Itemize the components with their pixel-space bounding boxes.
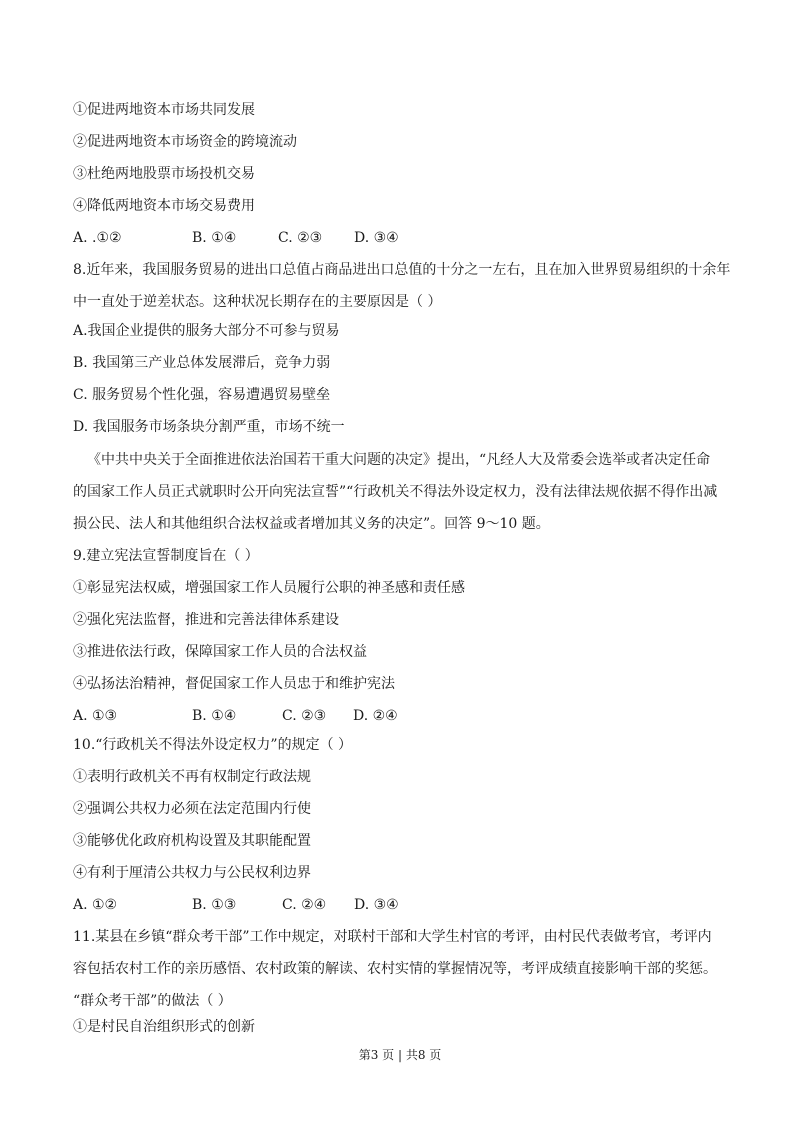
- q7-item-4: ④降低两地资本市场交易费用: [73, 198, 255, 214]
- q9-stem: 9.建立宪法宣誓制度旨在（ ）: [73, 548, 259, 564]
- q8-choice-a: A.我国企业提供的服务大部分不可参与贸易: [73, 323, 340, 339]
- q10-item-1: ①表明行政机关不再有权制定行政法规: [73, 769, 311, 785]
- q9-option-d: D. ②④: [353, 708, 398, 724]
- q7-option-b: B. ①④: [192, 230, 237, 246]
- q8-choice-b: B. 我国第三产业总体发展滞后，竞争力弱: [73, 355, 331, 371]
- q8-choice-c: C. 服务贸易个性化强，容易遭遇贸易壁垒: [73, 387, 331, 403]
- q11-item-1: ①是村民自治组织形式的创新: [73, 1019, 255, 1035]
- q7-item-3: ③杜绝两地股票市场投机交易: [73, 166, 255, 182]
- q7-item-2: ②促进两地资本市场资金的跨境流动: [73, 134, 297, 150]
- q9-option-c: C. ②③: [282, 708, 327, 724]
- q11-stem-line2: 容包括农村工作的亲历感悟、农村政策的解读、农村实情的掌握情况等，考评成绩直接影响干部的奖惩。: [73, 961, 717, 977]
- q10-option-a: A. ①②: [73, 897, 118, 913]
- material-line3: 损公民、法人和其他组织合法权益或者增加其义务的决定”。回答 9～10 题。: [73, 516, 550, 532]
- q8-stem-line1: 8.近年来，我国服务贸易的进出口总值占商品进出口总值的十分之一左右，且在加入世界贸易组织的十余年: [73, 262, 731, 278]
- q11-stem-line3: “群众考干部”的做法（ ）: [73, 993, 232, 1009]
- q11-stem-line1: 11.某县在乡镇“群众考干部”工作中规定，对联村干部和大学生村官的考评，由村民代表做考官，考评内: [73, 929, 712, 945]
- q10-option-c: C. ②④: [282, 897, 327, 913]
- q7-item-1: ①促进两地资本市场共同发展: [73, 102, 255, 118]
- material-line1: 《中共中央关于全面推进依法治国若干重大问题的决定》提出，“凡经人大及常委会选举或者决定任命: [87, 452, 711, 468]
- q9-option-a: A. ①③: [73, 708, 118, 724]
- q10-stem: 10.“行政机关不得法外设定权力”的规定（ ）: [73, 737, 353, 753]
- page-footer: 第3 页 | 共8 页: [358, 1048, 442, 1062]
- q9-item-2: ②强化宪法监督，推进和完善法律体系建设: [73, 612, 339, 628]
- q10-item-2: ②强调公共权力必须在法定范围内行使: [73, 801, 311, 817]
- q8-choice-d: D. 我国服务市场条块分割严重，市场不统一: [73, 419, 345, 435]
- material-line2: 的国家工作人员正式就职时公开向宪法宣誓”“行政机关不得法外设定权力，没有法律法规依据不得作出减: [73, 484, 718, 500]
- q7-option-c: C. ②③: [278, 230, 323, 246]
- q7-option-d: D. ③④: [354, 230, 399, 246]
- q9-item-1: ①彰显宪法权威，增强国家工作人员履行公职的神圣感和责任感: [73, 580, 465, 596]
- q10-option-b: B. ①③: [192, 897, 237, 913]
- q9-option-b: B. ①④: [192, 708, 237, 724]
- q10-item-4: ④有利于厘清公共权力与公民权利边界: [73, 865, 311, 881]
- q10-option-d: D. ③④: [354, 897, 399, 913]
- q9-item-4: ④弘扬法治精神，督促国家工作人员忠于和维护宪法: [73, 676, 395, 692]
- q9-item-3: ③推进依法行政，保障国家工作人员的合法权益: [73, 644, 367, 660]
- q8-stem-line2: 中一直处于逆差状态。这种状况长期存在的主要原因是（ ）: [73, 294, 442, 310]
- q7-option-a: A. .①②: [73, 230, 122, 246]
- q10-item-3: ③能够优化政府机构设置及其职能配置: [73, 833, 311, 849]
